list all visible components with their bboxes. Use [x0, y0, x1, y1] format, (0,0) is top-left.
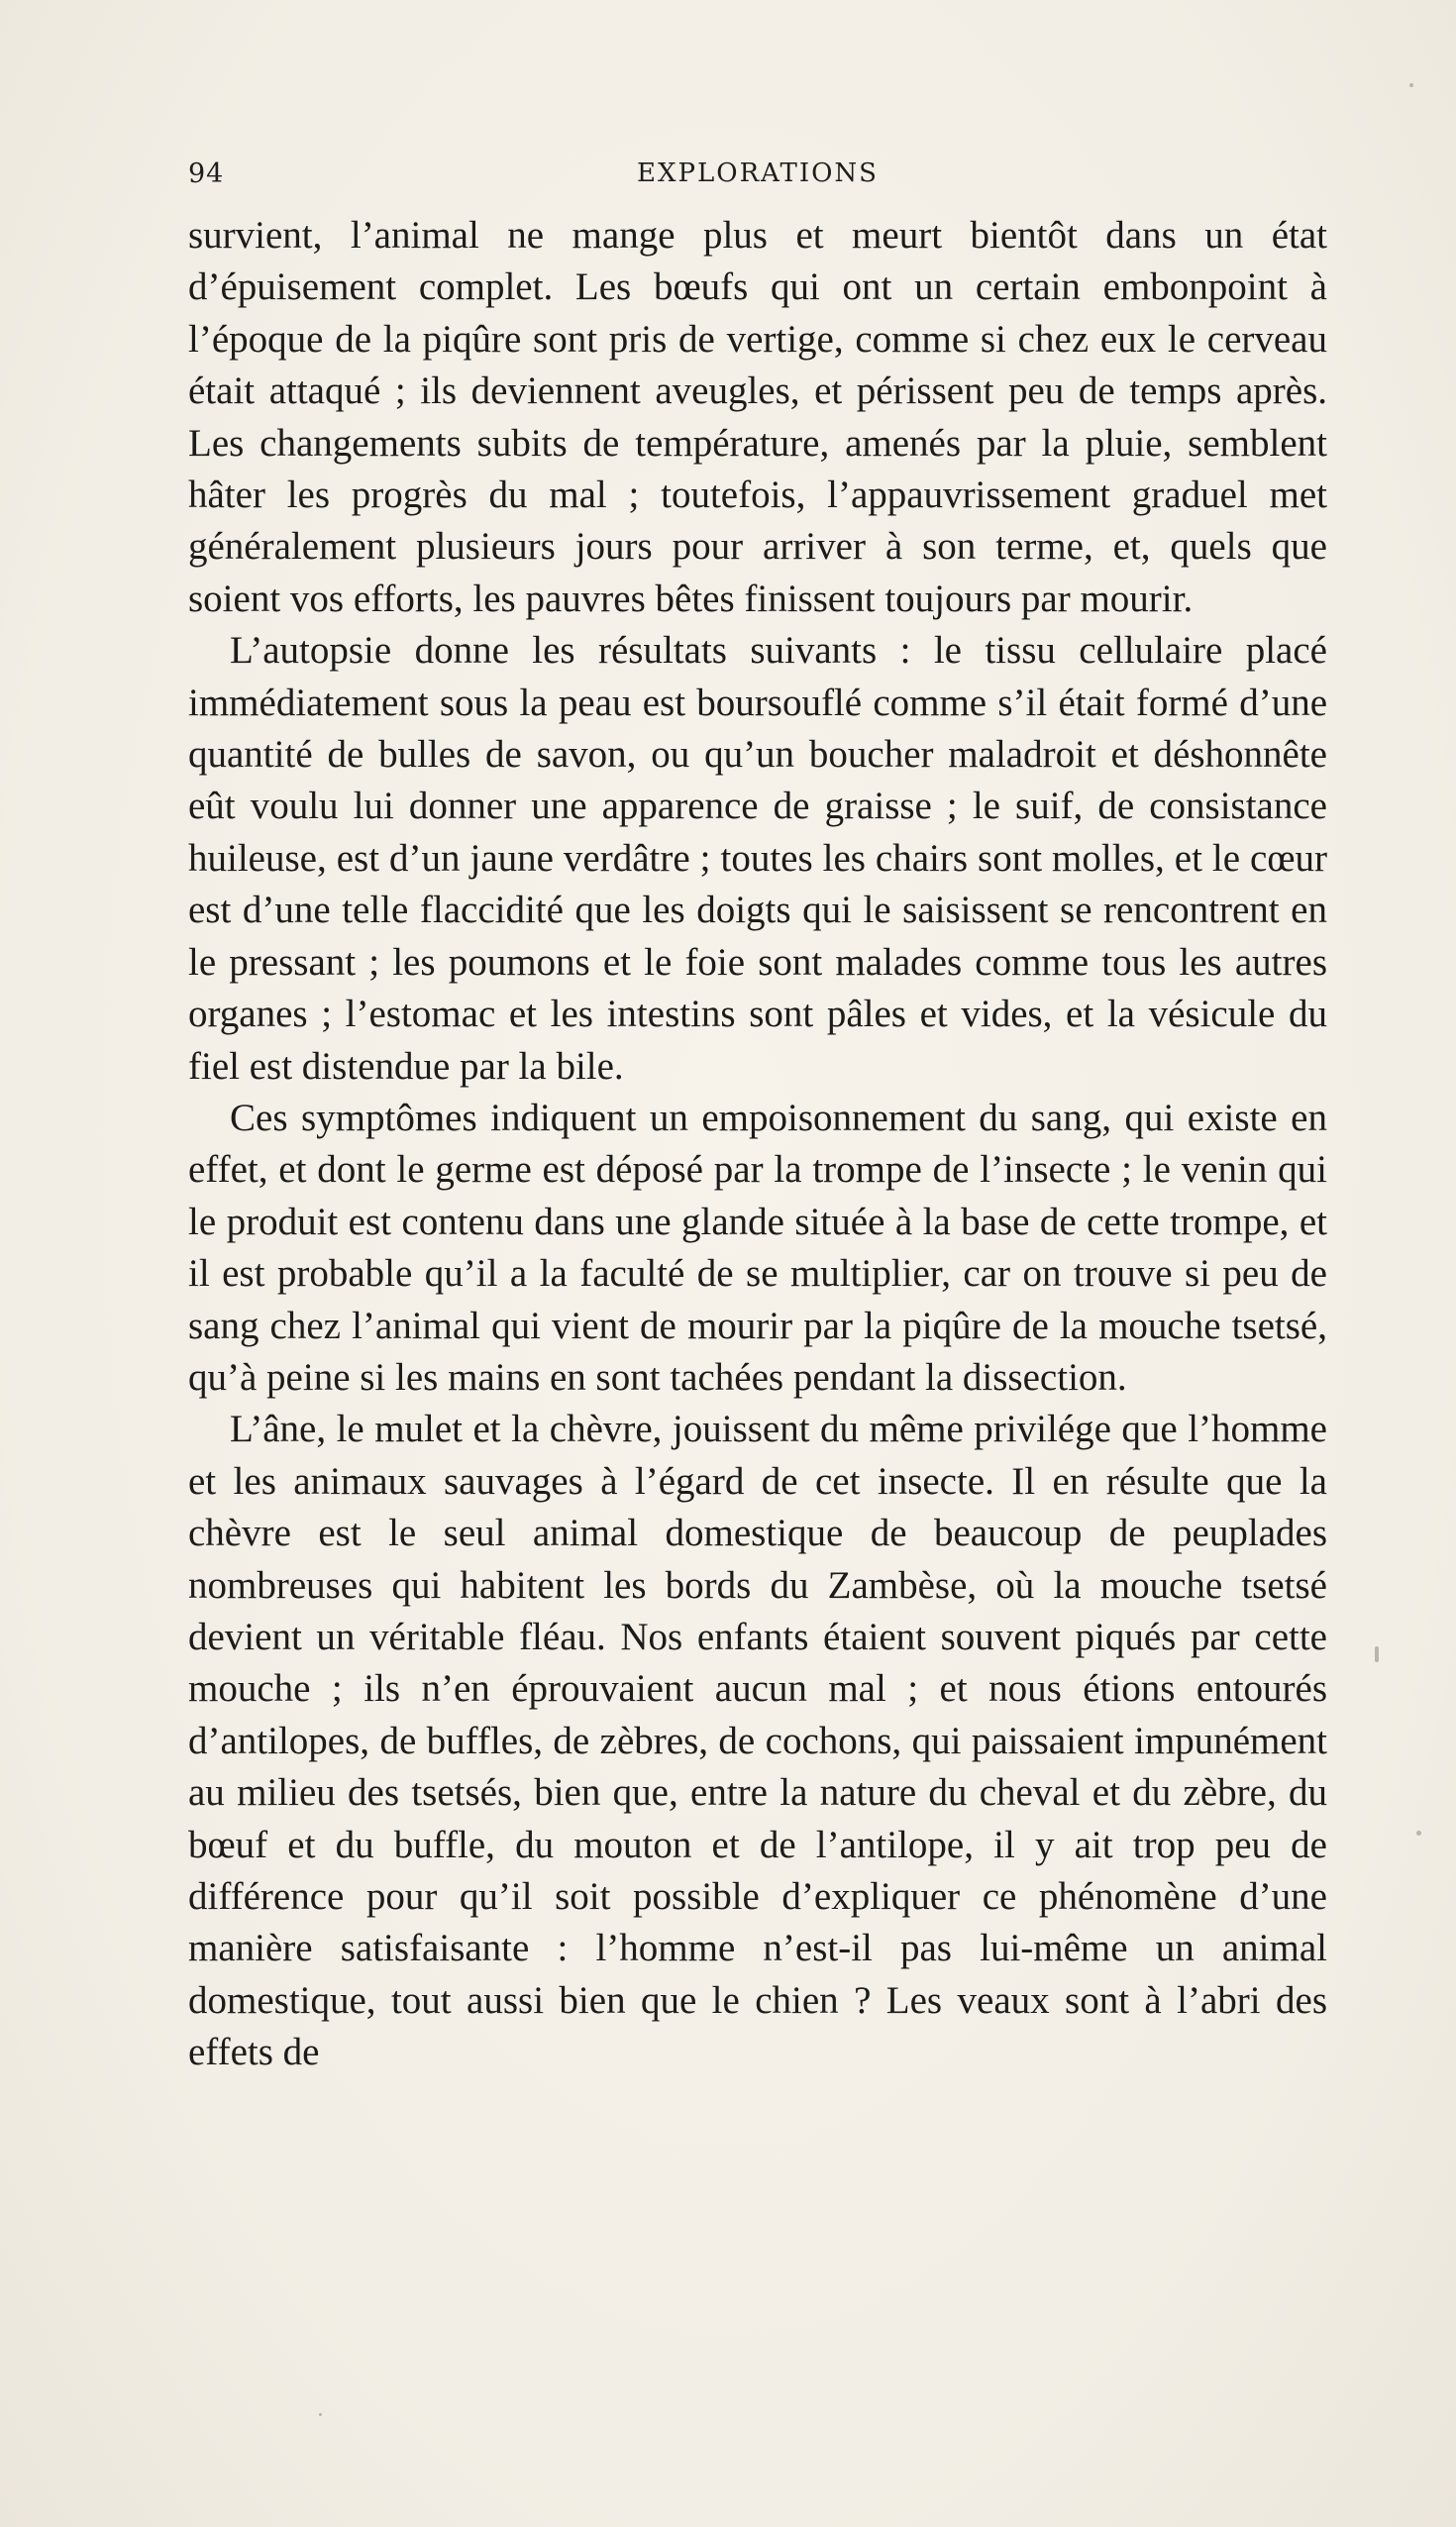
paragraph-symptoms: Ces symptômes indiquent un empoisonnement du sang, qui existe en effet, et dont le germe est déposé par la trompe de l’insecte ; le venin qui le produit est contenu dans une glande située à la base de cette trompe, et il est probable qu’il a la faculté de se multiplier, car on trouve si peu de sang chez l’animal qui vient de mourir par la piqûre de la mouche tsetsé, qu’à peine si les mains en sont tachées pendant la dissection.: [188, 1096, 1327, 1399]
running-head: EXPLORATIONS: [637, 158, 879, 188]
body-text: [188, 210, 1327, 2079]
paragraph-autopsy: L’autopsie donne les résultats suivants : le tissu cellulaire placé immédiatement sous la peau est boursouflé comme s’il était formé d’une quantité de bulles de savon, ou qu’un boucher maladroit et déshonnête eût voulu lui donner une apparence de graisse ; le suif, de consistance huileuse, est d’un jaune verdâtre ; toutes les chairs sont molles, et le cœur est d’une telle flaccidité que les doigts qui le saisissent se rencontrent en le pressant ; les poumons et le foie sont malades comme tous les autres organes ; l’estomac et les intestins sont pâles et vides, et la vésicule du fiel est distendue par la bile.: [188, 629, 1327, 1088]
paragraph-continued: survient, l’animal ne mange plus et meurt bientôt dans un état d’épuisement complet. Les bœufs qui ont un certain embonpoint à l’époque de la piqûre sont pris de vertige, comme si chez eux le cerveau était attaqué ; ils deviennent aveugles, et périssent peu de temps après. Les changements subits de température, amenés par la pluie, semblent hâter les progrès du mal ; toutefois, l’appauvrissement graduel met généralement plusieurs jours pour arriver à son terme, et, quels que soient vos efforts, les pauvres bêtes finissent toujours par mourir.: [188, 214, 1327, 620]
paper-speck: [319, 2413, 322, 2416]
paragraph-immune-animals: L’âne, le mulet et la chèvre, jouissent du même privilége que l’homme et les animaux sauvages à l’égard de cet insecte. Il en résulte que la chèvre est le seul animal domestique de beaucoup de peuplades nombreuses qui habitent les bords du Zambèse, où la mouche tsetsé devient un véritable fléau. Nos enfants étaient souvent piqués par cette mouche ; ils n’en éprouvaient aucun mal ; et nous étions entourés d’antilopes, de buffles, de zèbres, de cochons, qui paissaient impunément au milieu des tsetsés, bien que, entre la nature du cheval et du zèbre, du bœuf et du buffle, du mouton et de l’antilope, il y ait trop peu de différence pour qu’il soit possible d’expliquer ce phénomène d’une manière satisfaisante : l’homme n’est-il pas lui-même un animal domestique, tout aussi bien que le chien ? Les veaux sont à l’abri des effets de: [188, 1408, 1327, 2074]
paper-speck: [1409, 83, 1413, 87]
paper-speck: [1416, 1831, 1421, 1836]
paper-speck: [1375, 1646, 1379, 1662]
page-header: [188, 158, 1327, 198]
page-number: 94: [188, 158, 225, 189]
